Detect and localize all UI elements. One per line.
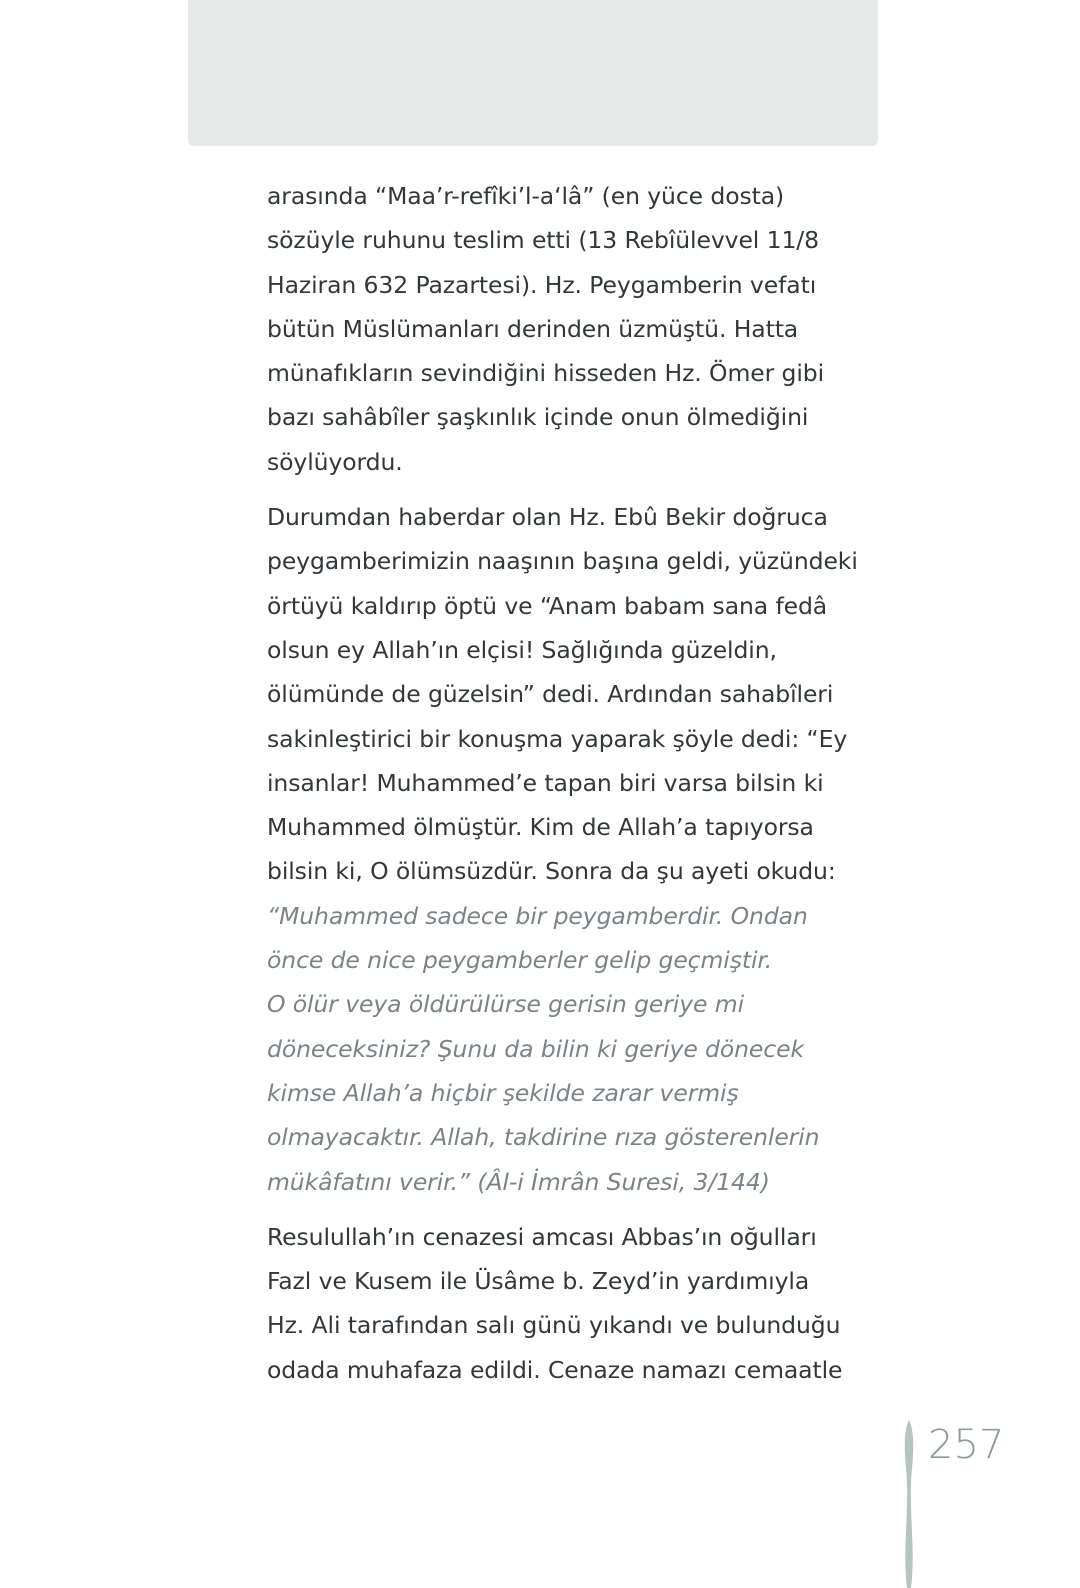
- text-line: Resulullah’ın cenazesi amcası Abbas’ın oğulları: [267, 1222, 817, 1251]
- text-line: ölümünde de güzelsin” dedi. Ardından sahabîleri: [267, 680, 834, 709]
- text-line: olsun ey Allah’ın elçisi! Sağlığında güzeldin,: [267, 635, 777, 664]
- text-line: Hz. Ali tarafından salı günü yıkandı ve bulunduğu: [267, 1311, 841, 1340]
- header-block: [188, 0, 878, 146]
- paragraph-3: [267, 1215, 847, 1392]
- quote-line: “Muhammed sadece bir peygamberdir. Ondan: [267, 901, 808, 930]
- text-line: bilsin ki, O ölümsüzdür. Sonra da şu ayeti okudu:: [267, 857, 836, 886]
- quote-line: önce de nice peygamberler gelip geçmiştir.: [267, 946, 773, 975]
- paragraph-2: [267, 495, 858, 1204]
- text-line: bazı sahâbîler şaşkınlık içinde onun ölmediğini: [267, 403, 809, 432]
- paragraph-1: [267, 174, 847, 484]
- text-line: söylüyordu.: [267, 447, 403, 476]
- text-body: [267, 174, 858, 1392]
- text-line: örtüyü kaldırıp öptü ve “Anam babam sana fedâ: [267, 591, 828, 620]
- page-ornament: [898, 1420, 920, 1588]
- quote-line: olmayacaktır. Allah, takdirine rıza gösterenlerin: [267, 1123, 820, 1152]
- text-line: Fazl ve Kusem ile Üsâme b. Zeyd’in yardımıyla: [267, 1267, 810, 1296]
- text-line: Haziran 632 Pazartesi). Hz. Peygamberin vefatı: [267, 270, 817, 299]
- quote-line: döneceksiniz? Şunu da bilin ki geriye dönecek: [267, 1034, 804, 1063]
- text-line: peygamberimizin naaşının başına geldi, yüzündeki: [267, 547, 858, 576]
- quote-line: kimse Allah’a hiçbir şekilde zarar vermiş: [267, 1078, 739, 1107]
- quote-line: mükâfatını verir.” (Âl-i İmrân Suresi, 3/144): [267, 1167, 770, 1196]
- text-line: arasında “Maa’r-refîki’l-a‘lâ” (en yüce dosta): [267, 182, 785, 210]
- quote-line: O ölür veya öldürülürse gerisin geriye mi: [267, 990, 744, 1019]
- text-line: münafıkların sevindiğini hisseden Hz. Ömer gibi: [267, 359, 825, 388]
- text-line: bütün Müslümanları derinden üzmüştü. Hatta: [267, 314, 799, 343]
- text-line: sakinleştirici bir konuşma yaparak şöyle dedi: “Ey: [267, 724, 848, 753]
- text-line: odada muhafaza edildi. Cenaze namazı cemaatle: [267, 1355, 843, 1384]
- text-line: sözüyle ruhunu teslim etti (13 Rebîülevvel 11/8: [267, 226, 819, 255]
- text-line: insanlar! Muhammed’e tapan biri varsa bilsin ki: [267, 768, 824, 797]
- text-line: Muhammed ölmüştür. Kim de Allah’a tapıyorsa: [267, 813, 814, 842]
- page-number: 257: [928, 1422, 1005, 1468]
- text-line: Durumdan haberdar olan Hz. Ebû Bekir doğruca: [267, 503, 828, 532]
